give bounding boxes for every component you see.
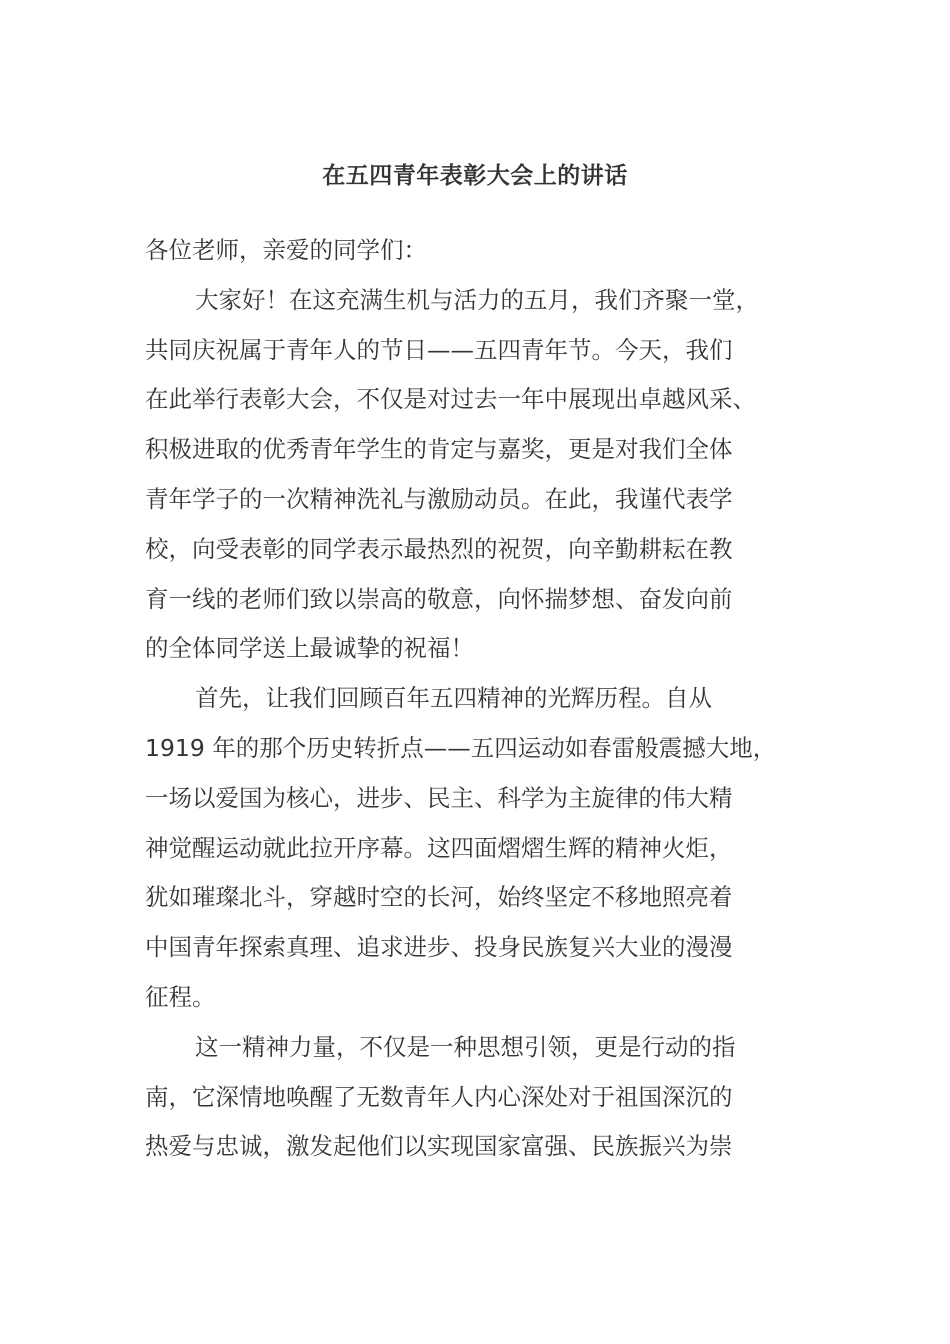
text-line: 校，向受表彰的同学表示最热烈的祝贺，向辛勤耕耘在教 <box>145 534 733 563</box>
text-line: 大家好！在这充满生机与活力的五月，我们齐聚一堂， <box>195 285 759 314</box>
document-body <box>145 226 835 1172</box>
text-line: 征程。 <box>145 982 216 1011</box>
text-line: 1919 年的那个历史转折点——五四运动如春雷般震撼大地， <box>145 733 777 762</box>
text-line: 这一精神力量，不仅是一种思想引领，更是行动的指 <box>195 1032 736 1061</box>
text-line: 神觉醒运动就此拉开序幕。这四面熠熠生辉的精神火炬， <box>145 833 733 862</box>
text-line: 南，它深情地唤醒了无数青年人内心深处对于祖国深沉的 <box>145 1082 733 1111</box>
text-line: 积极进取的优秀青年学生的肯定与嘉奖，更是对我们全体 <box>145 435 733 464</box>
text-line: 一场以爱国为核心，进步、民主、科学为主旋律的伟大精 <box>145 783 733 812</box>
text-line: 在此举行表彰大会，不仅是对过去一年中展现出卓越风采、 <box>145 385 756 414</box>
text-line: 首先，让我们回顾百年五四精神的光辉历程。自从 <box>195 684 712 713</box>
text-line: 犹如璀璨北斗，穿越时空的长河，始终坚定不移地照亮着 <box>145 883 733 912</box>
document-title: 在五四青年表彰大会上的讲话 <box>322 163 628 189</box>
text-line: 青年学子的一次精神洗礼与激励动员。在此，我谨代表学 <box>145 484 733 513</box>
text-line: 共同庆祝属于青年人的节日——五四青年节。今天，我们 <box>145 335 733 364</box>
text-line: 中国青年探索真理、追求进步、投身民族复兴大业的漫漫 <box>145 933 733 962</box>
text-line: 育一线的老师们致以崇高的敬意，向怀揣梦想、奋发向前 <box>145 584 733 613</box>
text-line: 各位老师，亲爱的同学们： <box>145 236 427 264</box>
text-line: 的全体同学送上最诚挚的祝福！ <box>145 634 474 663</box>
text-line: 热爱与忠诚，激发起他们以实现国家富强、民族振兴为崇 <box>145 1132 733 1161</box>
